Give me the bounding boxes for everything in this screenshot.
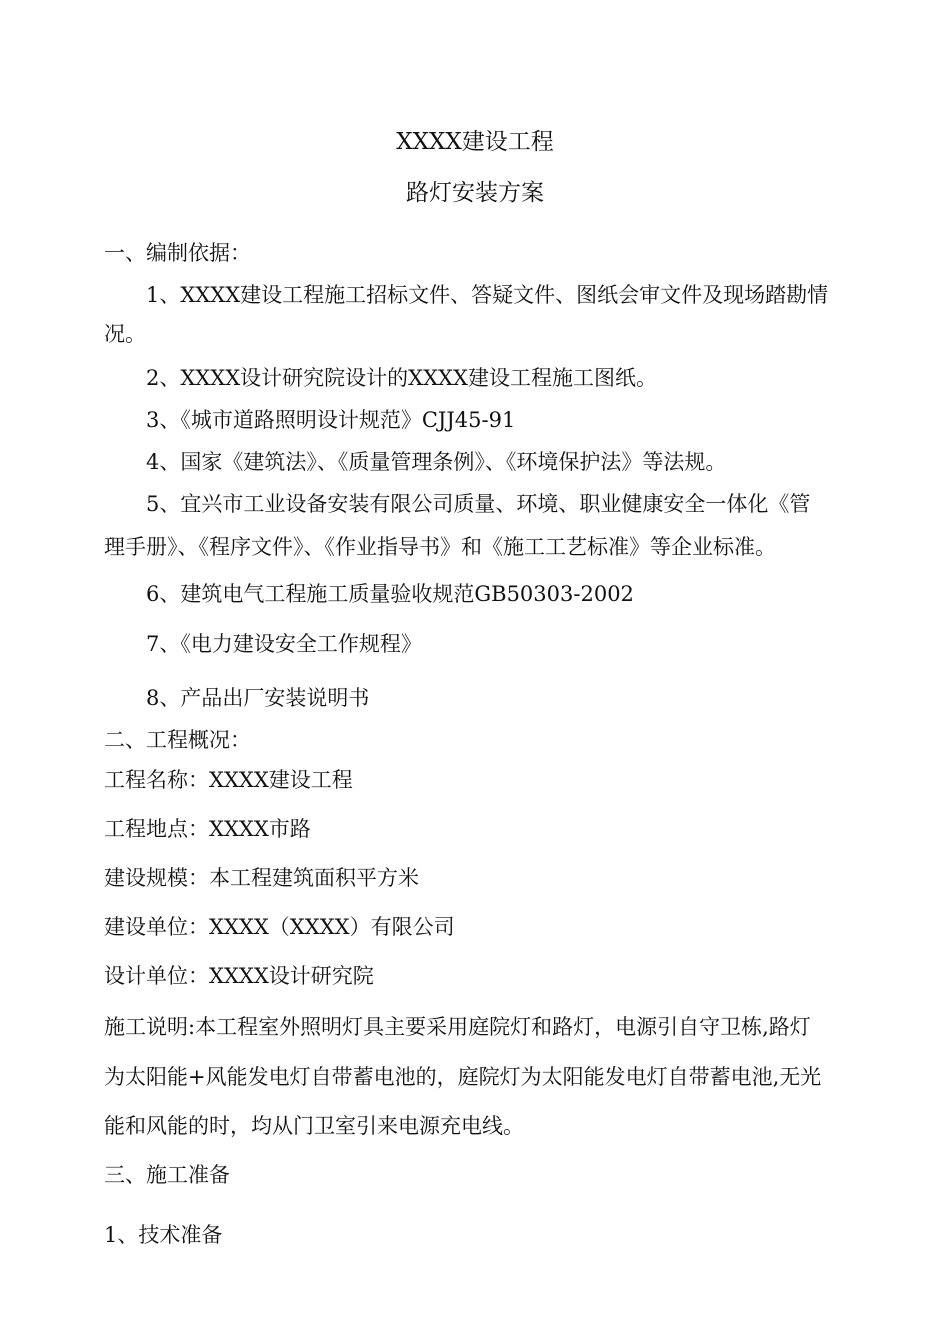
project-scale: 建设规模：本工程建筑面积平方米 bbox=[104, 866, 419, 890]
basis-item-8: 8、产品出厂安装说明书 bbox=[146, 686, 370, 710]
basis-item-3: 3、《城市道路照明设计规范》CJJ45-91 bbox=[146, 408, 516, 432]
technical-preparation: 1、技术准备 bbox=[104, 1223, 223, 1247]
basis-item-1: 1、XXXX建设工程施工招标文件、答疑文件、图纸会审文件及现场踏勘情 bbox=[146, 283, 829, 307]
document-title: XXXX建设工程 bbox=[396, 129, 554, 155]
basis-item-1-continued: 况。 bbox=[104, 322, 146, 346]
basis-item-5-continued: 理手册》、《程序文件》、《作业指导书》和《施工工艺标准》等企业标准。 bbox=[104, 535, 776, 559]
basis-item-6: 6、建筑电气工程施工质量验收规范GB50303-2002 bbox=[146, 582, 634, 606]
construction-notes-line-2: 为太阳能+风能发电灯自带蓄电池的，庭院灯为太阳能发电灯自带蓄电池,无光 bbox=[104, 1065, 822, 1089]
construction-notes-line-3: 能和风能的时，均从门卫室引来电源充电线。 bbox=[104, 1114, 524, 1138]
project-designer: 设计单位：XXXX设计研究院 bbox=[104, 964, 374, 988]
project-location: 工程地点：XXXX市路 bbox=[104, 817, 311, 841]
project-name: 工程名称：XXXX建设工程 bbox=[104, 768, 353, 792]
section-heading-preparation: 三、施工准备 bbox=[104, 1163, 230, 1187]
basis-item-2: 2、XXXX设计研究院设计的XXXX建设工程施工图纸。 bbox=[146, 366, 657, 390]
document-subtitle: 路灯安装方案 bbox=[406, 180, 544, 206]
section-heading-overview: 二、工程概况： bbox=[104, 728, 251, 752]
construction-notes-line-1: 施工说明:本工程室外照明灯具主要采用庭院灯和路灯，电源引自守卫栋,路灯 bbox=[104, 1015, 811, 1039]
basis-item-4: 4、国家《建筑法》、《质量管理条例》、《环境保护法》等法规。 bbox=[146, 450, 727, 474]
basis-item-7: 7、《电力建设安全工作规程》 bbox=[146, 632, 422, 656]
project-owner: 建设单位：XXXX（XXXX）有限公司 bbox=[104, 915, 455, 939]
basis-item-5: 5、宜兴市工业设备安装有限公司质量、环境、职业健康安全一体化《管 bbox=[146, 492, 811, 516]
section-heading-basis: 一、编制依据： bbox=[104, 241, 251, 265]
